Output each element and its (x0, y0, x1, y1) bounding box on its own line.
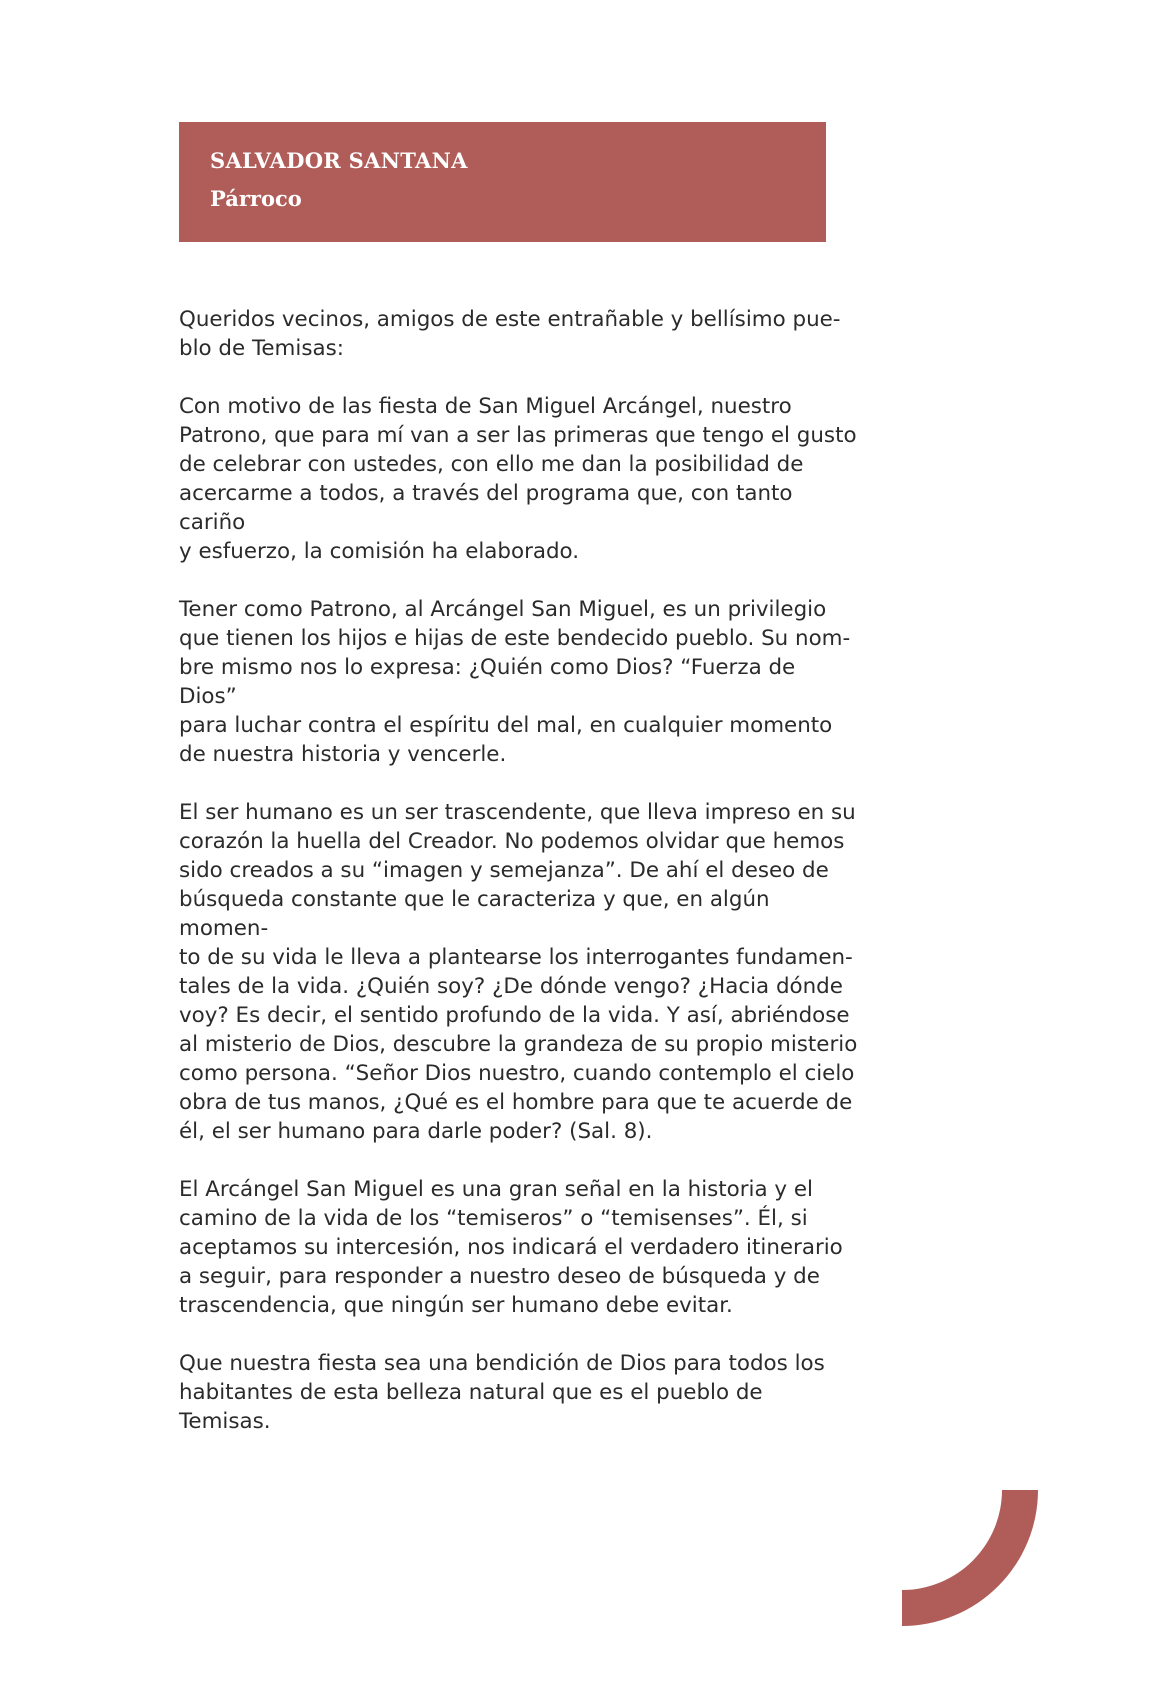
author-header (179, 122, 826, 242)
paragraph-greeting: Queridos vecinos, amigos de este entrañable y bellísimo pue- blo de Temisas: (179, 307, 841, 361)
paragraph-patron: Tener como Patrono, al Arcángel San Miguel, es un privilegio que tienen los hijos e hijas de este bendecido pueblo. Su nom- bre mismo nos lo expresa: ¿Quién como Dios? “Fuerza de Dios” para luchar contra el espíritu del mal, en cualquier momento de nuestra historia y vencerle. (179, 597, 851, 767)
paragraph-human: El ser humano es un ser trascendente, que lleva impreso en su corazón la huella del Creador. No podemos olvidar que hemos sido creados a su “imagen y semejanza”. De ahí el deseo de búsqueda constante que le caracteriza y que, en algún momen- to de su vida le lleva a plantearse los interrogantes fundamen- tales de la vida. ¿Quién soy? ¿De dónde vengo? ¿Hacia dónde voy? Es decir, el sentido profundo de la vida. Y así, abriéndose al misterio de Dios, descubre la grandeza de su propio misterio como persona. “Señor Dios nuestro, cuando contemplo el cielo obra de tus manos, ¿Qué es el hombre para que te acuerde de él, el ser humano para darle poder? (Sal. 8). (179, 800, 858, 1144)
corner-arc-decoration (902, 1490, 1038, 1626)
paragraph-archangel: El Arcángel San Miguel es una gran señal en la historia y el camino de la vida de los “temiseros” o “temisenses”. Él, si aceptamos su intercesión, nos indicará el verdadero itinerario a seguir, para responder a nuestro deseo de búsqueda y de trascendencia, que ningún ser humano debe evitar. (179, 1177, 843, 1318)
paragraph-closing: Que nuestra fiesta sea una bendición de Dios para todos los habitantes de esta belleza natural que es el pueblo de Temisas. (179, 1351, 825, 1434)
paragraph-intro: Con motivo de las fiesta de San Miguel Arcángel, nuestro Patrono, que para mí van a ser las primeras que tengo el gusto de celebrar con ustedes, con ello me dan la posibilidad de acercarme a todos, a través del programa que, con tanto cariño y esfuerzo, la comisión ha elaborado. (179, 394, 857, 564)
letter-body (179, 305, 859, 1465)
author-name: SALVADOR SANTANA (210, 148, 468, 173)
author-role: Párroco (210, 186, 302, 211)
